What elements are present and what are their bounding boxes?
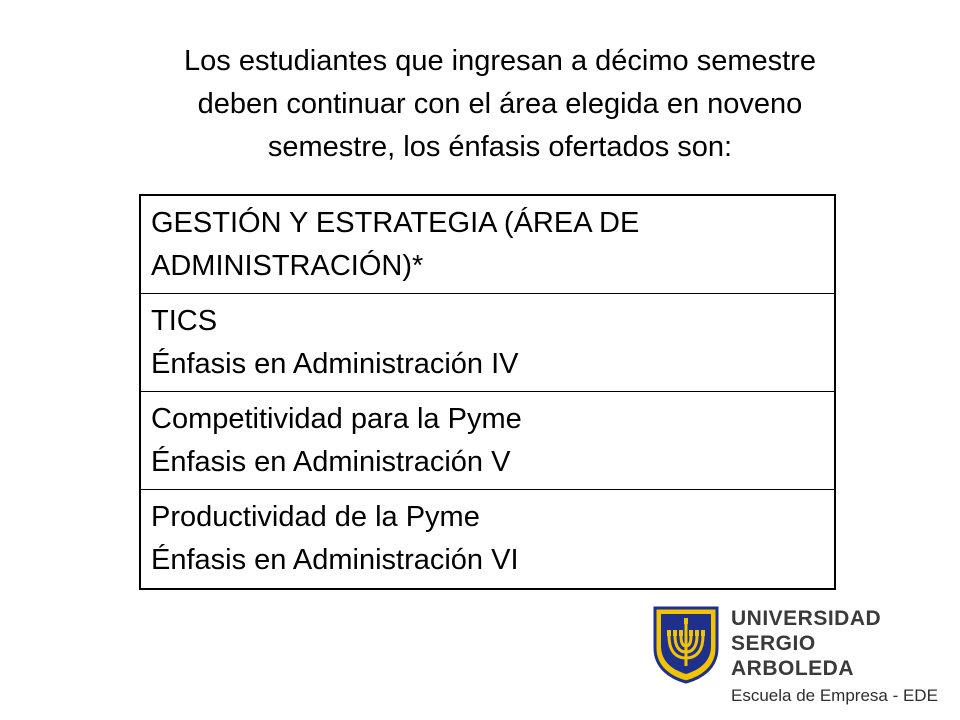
intro-text <box>100 40 900 169</box>
table-row <box>141 294 834 392</box>
shield-icon <box>653 606 719 684</box>
intro-line-3: semestre, los énfasis ofertados son: <box>267 131 733 163</box>
row-2-line-2: Énfasis en Administración IV <box>151 348 519 380</box>
university-logo <box>653 606 943 705</box>
logo-line-2: SERGIO ARBOLEDA <box>731 632 854 680</box>
intro-line-2: deben continuar con el área elegida en noveno <box>197 88 803 120</box>
intro-line-1: Los estudiantes que ingresan a décimo semestre <box>184 45 816 77</box>
logo-line-3: Escuela de Empresa - EDE <box>731 686 938 705</box>
row-2-line-1: TICS <box>151 305 218 337</box>
row-4-line-1: Productividad de la Pyme <box>151 501 480 533</box>
logo-text <box>731 606 943 709</box>
table-row <box>141 196 834 294</box>
table-row <box>141 490 834 588</box>
row-3-line-1: Competitividad para la Pyme <box>151 403 522 435</box>
emphasis-table <box>139 194 836 590</box>
row-1-line-2: ADMINISTRACIÓN)* <box>151 250 424 282</box>
table-row <box>141 392 834 490</box>
logo-line-1: UNIVERSIDAD <box>731 607 882 630</box>
row-1-line-1: GESTIÓN Y ESTRATEGIA (ÁREA DE <box>151 207 640 239</box>
row-4-line-2: Énfasis en Administración VI <box>151 544 519 576</box>
row-3-line-2: Énfasis en Administración V <box>151 446 511 478</box>
